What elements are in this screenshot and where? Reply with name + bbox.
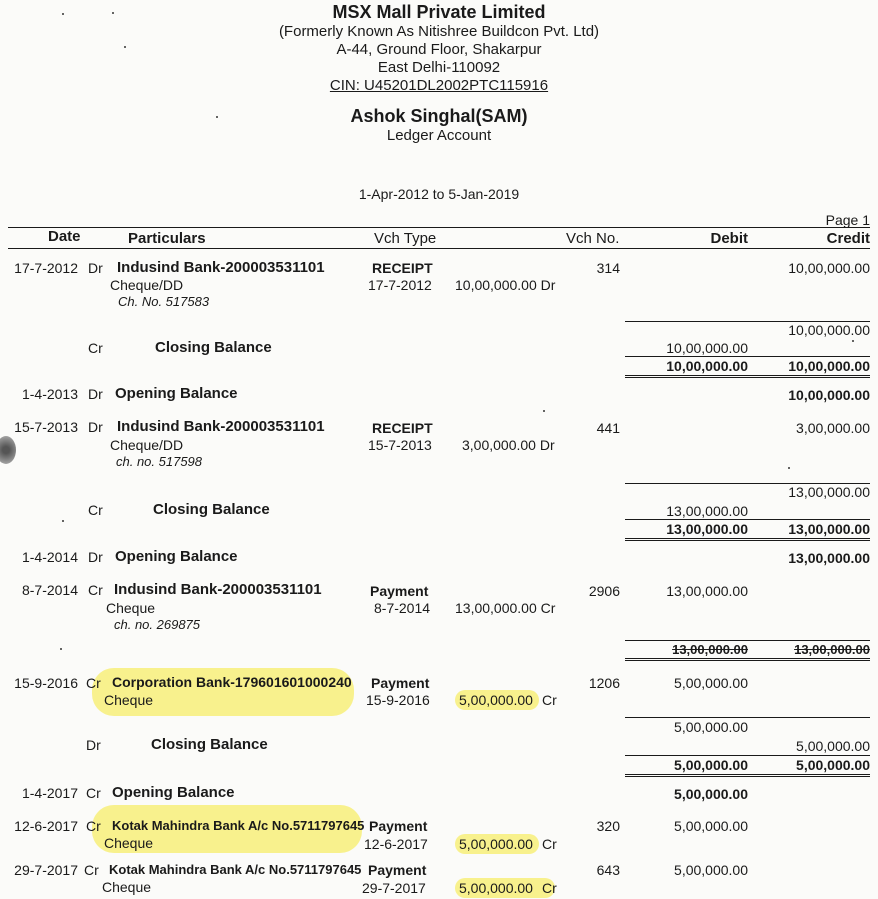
closing-label: Closing Balance: [151, 736, 268, 753]
opening-date: 1-4-2014: [21, 549, 78, 565]
entry-vch-date: 17-7-2012: [368, 277, 432, 293]
entry-vch-date: 12-6-2017: [364, 836, 428, 852]
opening-label: Opening Balance: [115, 548, 238, 565]
entry-credit: 3,00,000.00: [796, 420, 870, 436]
entry-vch-amount: 5,00,000.00: [459, 836, 533, 852]
entry-vch-no: 1206: [588, 675, 620, 691]
opening-drcr: Dr: [88, 549, 103, 565]
scan-speck: [62, 520, 64, 522]
entry-sub-mode: Cheque/DD: [110, 277, 184, 293]
entry-vch-amount-suffix: Cr: [542, 880, 557, 896]
scan-speck: [543, 410, 545, 412]
grand-rule-top: [625, 755, 870, 756]
entry-sub-mode: Cheque: [106, 600, 156, 616]
col-header-vch-no: Vch No.: [566, 230, 620, 247]
account-type: Ledger Account: [386, 127, 492, 144]
entry-cheque-no: Ch. No. 517583: [118, 294, 210, 309]
company-cin: CIN: U45201DL2002PTC115916: [329, 77, 549, 94]
entry-vch-type: Payment: [369, 818, 428, 834]
entry-vch-amount: 3,00,000.00 Dr: [462, 437, 555, 453]
company-name: MSX Mall Private Limited: [332, 2, 546, 22]
entry-cheque-no: ch. no. 517598: [116, 454, 203, 469]
subtotal-rule: [625, 717, 870, 718]
closing-debit: 10,00,000.00: [666, 340, 748, 356]
entry-vch-no: 2906: [588, 583, 620, 599]
entry-vch-type: RECEIPT: [372, 260, 433, 276]
grand-rule-top: [625, 519, 870, 520]
entry-date: 29-7-2017: [14, 862, 78, 878]
entry-vch-amount: 10,00,000.00 Dr: [455, 277, 556, 293]
grand-debit: 13,00,000.00: [672, 642, 748, 657]
col-header-debit: Debit: [710, 230, 748, 247]
scan-speck: [216, 116, 218, 118]
header-rule-bottom: [8, 248, 870, 249]
entry-debit: 5,00,000.00: [674, 862, 748, 878]
grand-credit: 10,00,000.00: [788, 358, 870, 374]
grand-rule-bottom: [625, 658, 870, 661]
grand-rule-bottom: [625, 538, 870, 541]
subtotal-debit: 5,00,000.00: [674, 719, 748, 735]
closing-credit: 5,00,000.00: [796, 738, 870, 754]
header-rule-top: [8, 227, 870, 228]
entry-vch-amount: 5,00,000.00: [459, 692, 533, 708]
entry-date: 8-7-2014: [21, 582, 78, 598]
entry-vch-type: Payment: [370, 583, 429, 599]
company-former-name: (Formerly Known As Nitishree Buildcon Pvt. Ltd): [278, 23, 600, 40]
report-period: 1-Apr-2012 to 5-Jan-2019: [358, 186, 520, 202]
entry-date: 12-6-2017: [14, 818, 78, 834]
entry-party: Indusind Bank-200003531101: [117, 418, 325, 435]
entry-vch-type: RECEIPT: [372, 420, 433, 436]
entry-vch-type: Payment: [368, 862, 427, 878]
grand-credit: 13,00,000.00: [794, 642, 870, 657]
company-address-line1: A-44, Ground Floor, Shakarpur: [336, 41, 542, 58]
scan-speck: [112, 12, 114, 14]
scan-speck: [62, 13, 64, 15]
entry-sub-mode: Cheque/DD: [110, 437, 184, 453]
closing-drcr: Cr: [88, 502, 103, 518]
grand-rule-bottom: [625, 375, 870, 378]
entry-debit: 5,00,000.00: [674, 818, 748, 834]
grand-rule-bottom: [625, 774, 870, 777]
entry-vch-amount-suffix: Cr: [542, 692, 557, 708]
opening-credit: 10,00,000.00: [788, 387, 870, 403]
grand-rule-top: [625, 640, 870, 641]
entry-date: 17-7-2012: [14, 260, 78, 276]
closing-label: Closing Balance: [155, 339, 272, 356]
col-header-particulars: Particulars: [128, 230, 206, 247]
entry-debit: 13,00,000.00: [666, 583, 748, 599]
entry-sub-mode: Cheque: [102, 879, 152, 895]
entry-vch-no: 314: [596, 260, 620, 276]
account-name: Ashok Singhal(SAM): [350, 106, 528, 126]
opening-label: Opening Balance: [112, 784, 235, 801]
entry-vch-date: 15-7-2013: [368, 437, 432, 453]
entry-vch-date: 15-9-2016: [366, 692, 430, 708]
opening-drcr: Cr: [86, 785, 101, 801]
entry-date: 15-7-2013: [14, 419, 78, 435]
grand-debit: 13,00,000.00: [666, 521, 748, 537]
entry-vch-amount: 5,00,000.00: [459, 880, 533, 896]
entry-drcr: Dr: [88, 260, 103, 276]
entry-credit: 10,00,000.00: [788, 260, 870, 276]
entry-vch-amount-suffix: Cr: [542, 836, 557, 852]
closing-debit: 13,00,000.00: [666, 503, 748, 519]
opening-date: 1-4-2013: [21, 386, 78, 402]
entry-party: Indusind Bank-200003531101: [117, 259, 325, 276]
entry-cheque-no: ch. no. 269875: [114, 617, 201, 632]
entry-sub-mode: Cheque: [104, 835, 154, 851]
company-address-line2: East Delhi-110092: [377, 59, 501, 76]
entry-party: Kotak Mahindra Bank A/c No.5711797645: [112, 818, 365, 833]
entry-drcr: Cr: [84, 862, 99, 878]
grand-credit: 5,00,000.00: [796, 757, 870, 773]
subtotal-credit: 13,00,000.00: [788, 484, 870, 500]
scan-speck: [60, 648, 62, 650]
scan-speck: [852, 340, 854, 342]
entry-party: Kotak Mahindra Bank A/c No.5711797645: [109, 862, 362, 877]
scan-speck: [124, 46, 126, 48]
col-header-date: Date: [48, 228, 81, 245]
entry-party: Corporation Bank-179601601000240: [112, 674, 352, 690]
entry-sub-mode: Cheque: [104, 692, 154, 708]
opening-credit: 13,00,000.00: [788, 550, 870, 566]
closing-drcr: Dr: [86, 737, 101, 753]
opening-label: Opening Balance: [115, 385, 238, 402]
entry-drcr: Cr: [88, 582, 103, 598]
entry-vch-type: Payment: [371, 675, 430, 691]
col-header-credit: Credit: [826, 230, 870, 247]
col-header-vch-type: Vch Type: [374, 230, 437, 247]
closing-label: Closing Balance: [153, 501, 270, 518]
entry-party: Indusind Bank-200003531101: [114, 581, 322, 598]
opening-date: 1-4-2017: [21, 785, 78, 801]
entry-debit: 5,00,000.00: [674, 675, 748, 691]
subtotal-credit: 10,00,000.00: [788, 322, 870, 338]
entry-vch-no: 643: [596, 862, 620, 878]
entry-vch-no: 320: [596, 818, 620, 834]
grand-debit: 5,00,000.00: [674, 757, 748, 773]
punch-hole-mark: [0, 436, 16, 464]
entry-drcr: Cr: [86, 675, 101, 691]
opening-debit: 5,00,000.00: [674, 786, 748, 802]
opening-drcr: Dr: [88, 386, 103, 402]
grand-debit: 10,00,000.00: [666, 358, 748, 374]
grand-rule-top: [625, 356, 870, 357]
entry-drcr: Cr: [86, 818, 101, 834]
entry-date: 15-9-2016: [14, 675, 78, 691]
closing-drcr: Cr: [88, 340, 103, 356]
entry-drcr: Dr: [88, 419, 103, 435]
scan-speck: [788, 467, 790, 469]
page-number: Page 1: [825, 212, 870, 228]
entry-vch-date: 8-7-2014: [374, 600, 431, 616]
entry-vch-amount: 13,00,000.00 Cr: [455, 600, 556, 616]
grand-credit: 13,00,000.00: [788, 521, 870, 537]
entry-vch-no: 441: [596, 420, 620, 436]
entry-vch-date: 29-7-2017: [362, 880, 426, 896]
